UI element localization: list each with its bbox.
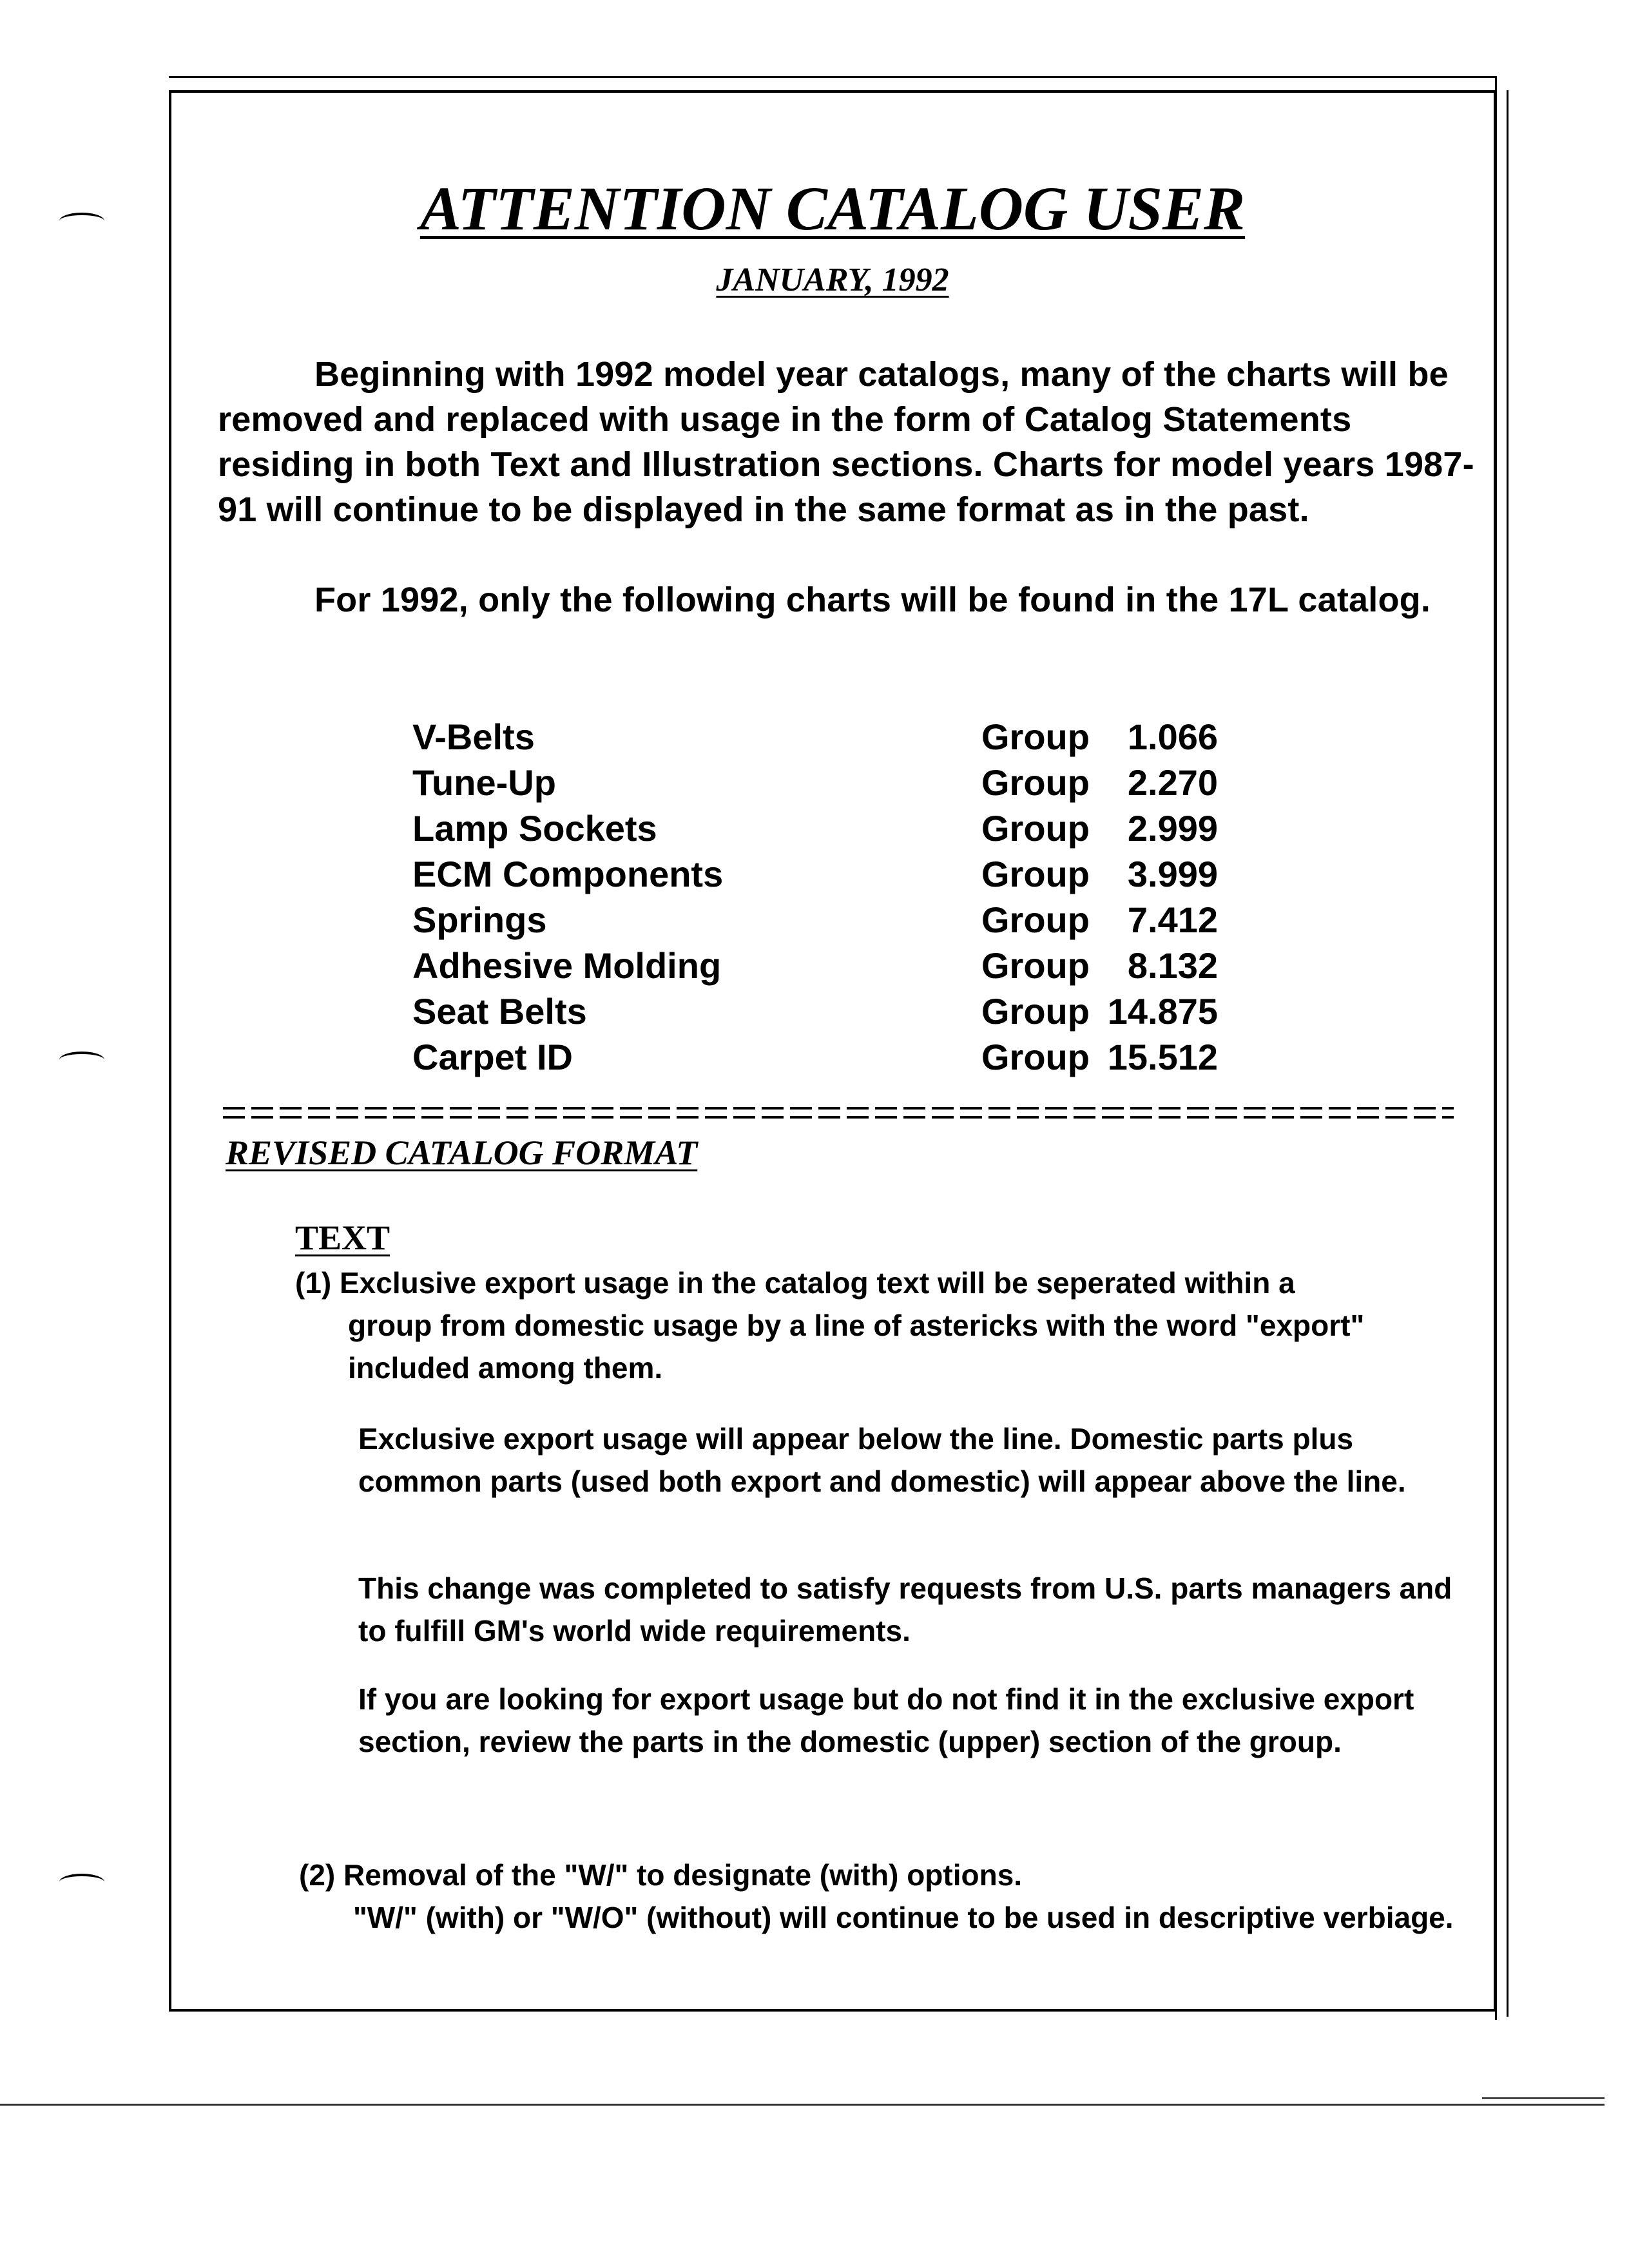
list-item <box>295 1262 1474 1389</box>
list-item-continuation: group from domestic usage by a line of astericks with the word "export" included among them. <box>348 1309 1365 1385</box>
chart-group-label: Group <box>981 945 1090 986</box>
intro-paragraph: For 1992, only the following charts will be found in the 17L catalog. <box>314 581 1431 619</box>
chart-group-number: 15.512 <box>1107 1037 1218 1077</box>
bottom-rule-segment <box>1482 2097 1605 2099</box>
hole-punch-mark <box>59 213 104 229</box>
chart-name: ECM Components <box>412 854 724 894</box>
chart-group-label: Group <box>981 716 1090 757</box>
hole-punch-mark <box>59 1052 104 1068</box>
list-item-line: (2) Removal of the "W/" to designate (with) options. <box>299 1858 1023 1892</box>
chart-group-number: 7.412 <box>1127 899 1218 940</box>
chart-name: V-Belts <box>412 716 535 757</box>
chart-name: Seat Belts <box>412 991 587 1032</box>
chart-group-label: Group <box>981 854 1090 894</box>
chart-name: Lamp Sockets <box>412 808 657 849</box>
page-date: JANUARY, 1992 <box>716 262 949 298</box>
bottom-rule <box>0 2104 1605 2106</box>
chart-name: Adhesive Molding <box>412 945 722 986</box>
chart-group-number: 2.999 <box>1127 808 1218 849</box>
page-title: ATTENTION CATALOG USER <box>419 174 1246 243</box>
chart-name: Carpet ID <box>412 1037 573 1077</box>
intro-paragraph: Beginning with 1992 model year catalogs, many of the charts will be removed and replaced with usage in the form of Catalog Statements residing in both Text and Illustration sections. Charts for model years 1987-91 will continue to be displayed in the same format as in the past. <box>218 355 1474 529</box>
chart-group-number: 1.066 <box>1127 716 1218 757</box>
subsection-heading: TEXT <box>295 1218 390 1257</box>
chart-group-label: Group <box>981 808 1090 849</box>
chart-group-number: 3.999 <box>1127 854 1218 894</box>
chart-name: Tune-Up <box>412 762 556 803</box>
chart-group-label: Group <box>981 899 1090 940</box>
list-item-line: (1) Exclusive export usage in the catalog text will be seperated within a <box>295 1266 1295 1300</box>
back-page-border-edge <box>1507 90 1509 2017</box>
chart-group-number: 8.132 <box>1127 945 1218 986</box>
chart-name: Springs <box>412 899 547 940</box>
chart-group-label: Group <box>981 762 1090 803</box>
chart-group-label: Group <box>981 991 1090 1032</box>
body-paragraph: If you are looking for export usage but do not find it in the exclusive export section, review the parts in the domestic (upper) section of the group. <box>358 1682 1414 1758</box>
chart-group-number: 14.875 <box>1107 991 1218 1032</box>
list-item-continuation: "W/" (with) or "W/O" (without) will continue to be used in descriptive verbiage. <box>353 1901 1454 1934</box>
body-paragraph: This change was completed to satisfy requests from U.S. parts managers and to fulfill GM's world wide requirements. <box>358 1571 1452 1648</box>
list-item <box>299 1854 1478 1939</box>
section-heading: REVISED CATALOG FORMAT <box>226 1133 698 1172</box>
chart-group-number: 2.270 <box>1127 762 1218 803</box>
hole-punch-mark <box>59 1874 104 1890</box>
double-dashed-divider <box>223 1107 1454 1125</box>
body-paragraph: Exclusive export usage will appear below the line. Domestic parts plus common parts (used both export and domestic) will appear above the line. <box>358 1422 1406 1498</box>
chart-group-label: Group <box>981 1037 1090 1077</box>
